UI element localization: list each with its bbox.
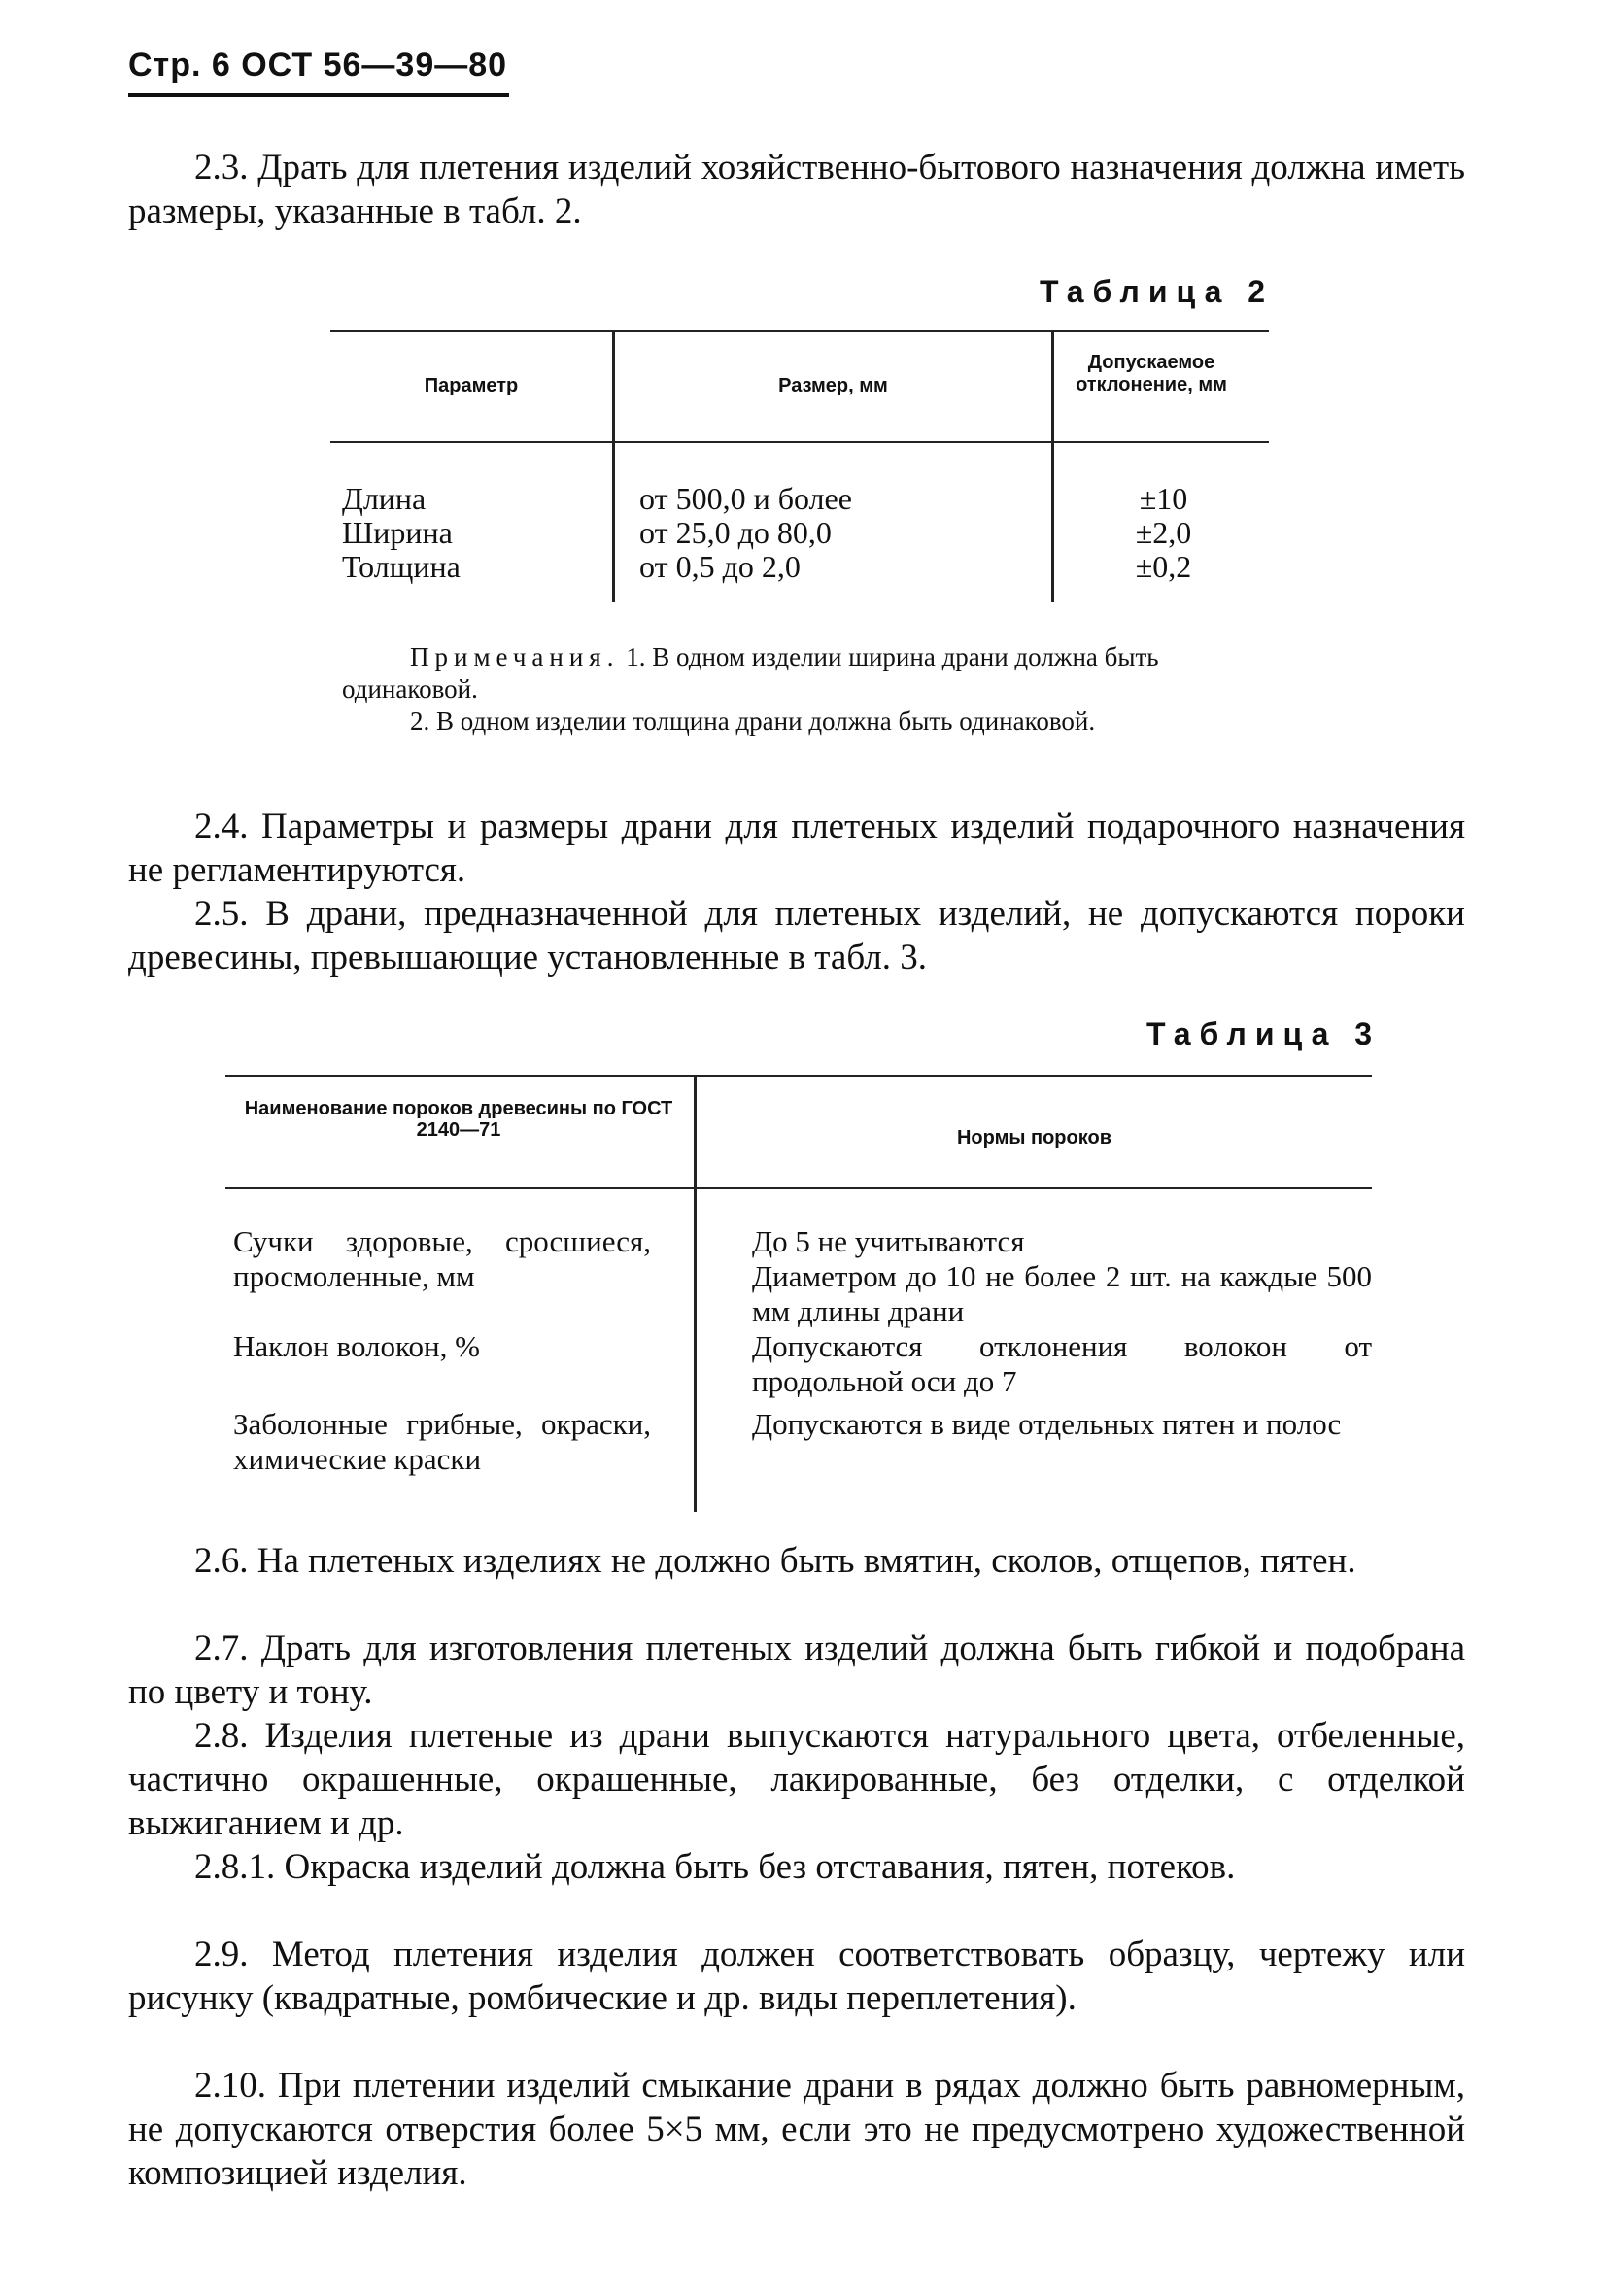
table2-note-1 (342, 641, 1267, 705)
table2-top-rule (330, 330, 1269, 332)
paragraph-2-5: 2.5. В драни, предназначенной для плетеных изделий, не допускаются пороки древесины, превышающие установленные в табл. 3. (128, 894, 1465, 977)
table3-top-rule (225, 1075, 1372, 1077)
paragraph-2-9: 2.9. Метод плетения изделия должен соответствовать образцу, чертежу или рисунку (квадратные, ромбические и др. виды переплетения). (128, 1935, 1465, 2018)
table2-notes-label: Примечания. (410, 642, 620, 671)
table2-row-width-size: от 25,0 до 80,0 (639, 515, 832, 550)
table2-row-thickness-tolerance: ±0,2 (1135, 549, 1192, 584)
table3-row-knots-defect: Сучки здоровые, сросшиеся, просмоленные, мм (233, 1224, 651, 1293)
paragraph-2-8: 2.8. Изделия плетеные из драни выпускаются натурального цвета, отбеленные, частично окрашенные, окрашенные, лакированные, без отделки, с отделкой выжиганием и др. (128, 1716, 1465, 1843)
header-underline (128, 93, 509, 97)
table2-row-thickness-size: от 0,5 до 2,0 (639, 549, 801, 584)
table3-header-rule (225, 1187, 1372, 1189)
table2-row-length-param: Длина (342, 481, 427, 516)
table2-header-rule (330, 441, 1269, 443)
table2-row-width-param: Ширина (342, 515, 453, 550)
paragraph-2-3: 2.3. Драть для плетения изделий хозяйственно-бытового назначения должна иметь размеры, указанные в табл. 2. (128, 148, 1465, 231)
table2-col-divider-1 (612, 332, 615, 602)
table3-caption: Таблица 3 (1146, 1016, 1382, 1051)
paragraph-2-10: 2.10. При плетении изделий смыкание драни в рядах должно быть равномерным, не допускаются отверстия более 5×5 мм, если это не предусмотрено художественной композицией изделия. (128, 2066, 1465, 2193)
table2-row-length-size: от 500,0 и более (639, 481, 852, 516)
table2-header-size: Размер, мм (778, 375, 888, 396)
table2-caption: Таблица 2 (1040, 274, 1275, 309)
table2-note-2: 2. В одном изделии толщина драни должна быть одинаковой. (410, 706, 1096, 736)
table3-row-stain-norm: Допускаются в виде отдельных пятен и полос (752, 1407, 1342, 1441)
paragraph-2-4: 2.4. Параметры и размеры драни для плетеных изделий подарочного назначения не регламентируются. (128, 806, 1465, 890)
table3-header-norms: Нормы пороков (956, 1127, 1112, 1148)
table3-row-knots-norm: До 5 не учитываются Диаметром до 10 не более 2 шт. на каждые 500 мм длины драни (752, 1224, 1372, 1328)
paragraph-2-6: 2.6. На плетеных изделиях не должно быть вмятин, сколов, отщепов, пятен. (194, 1541, 1356, 1581)
table3-row-stain-defect: Заболонные грибные, окраски, химические краски (233, 1407, 651, 1476)
table2-notes (342, 641, 1267, 737)
table2-row-thickness-param: Толщина (342, 549, 461, 584)
table2-row-width-tolerance: ±2,0 (1135, 515, 1192, 550)
table2-header-param: Параметр (424, 375, 519, 396)
page-header: Стр. 6 ОСТ 56—39—80 (128, 47, 508, 84)
table2-row-length-tolerance: ±10 (1139, 481, 1188, 516)
paragraph-2-7: 2.7. Драть для изготовления плетеных изделий должна быть гибкой и подобрана по цвету и тону. (128, 1628, 1465, 1712)
table3-row-slope-norm: Допускаются отклонения волокон от продольной оси до 7 (752, 1329, 1372, 1398)
table3-row-slope-defect: Наклон волокон, % (233, 1329, 480, 1363)
table3-header-defect: Наименование пороков древесины по ГОСТ 2140—71 (244, 1098, 673, 1141)
table2-header-tolerance: Допускаемое отклонение, мм (1076, 352, 1227, 395)
table2-note-1-text: 1. В одном изделии ширина драни должна быть одинаковой. (342, 642, 1159, 703)
paragraph-2-8-1: 2.8.1. Окраска изделий должна быть без отставания, пятен, потеков. (194, 1847, 1236, 1887)
